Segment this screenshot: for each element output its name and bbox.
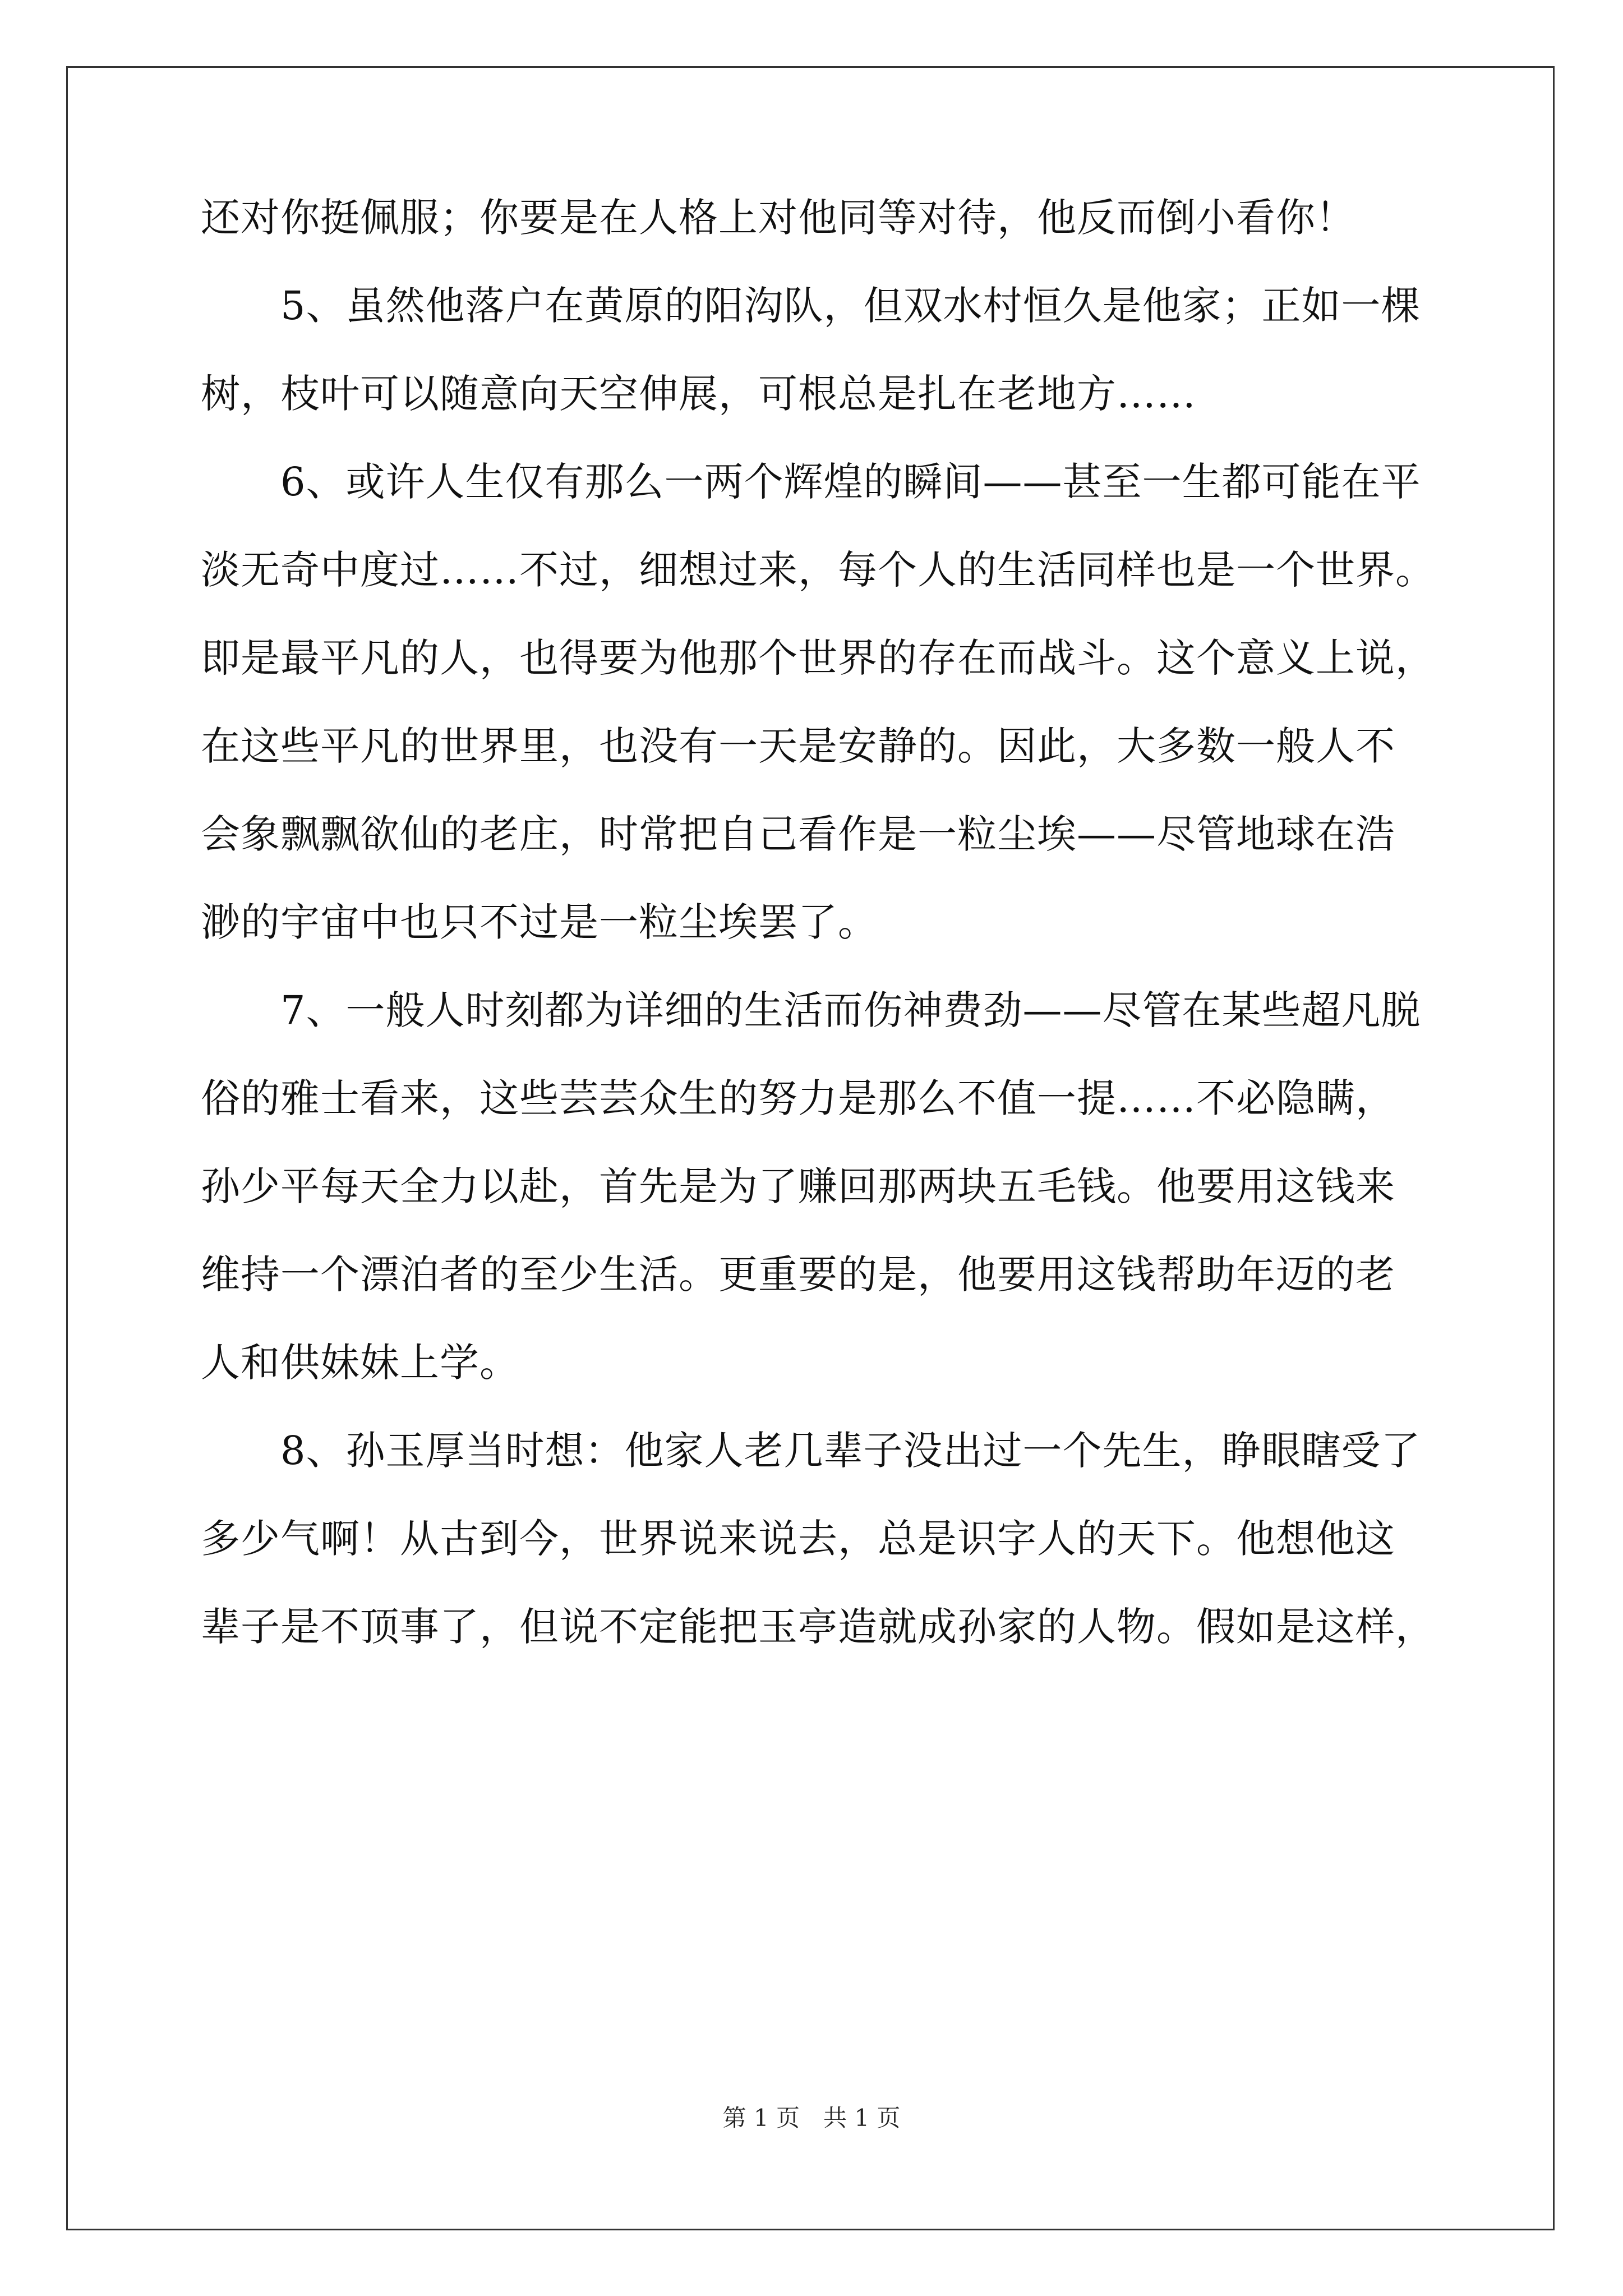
text-line: 俗的雅士看来，这些芸芸众生的努力是那么不值一提……不必隐瞒，	[201, 1075, 1395, 1121]
text-line: 6、或许人生仅有那么一两个辉煌的瞬间——甚至一生都可能在平	[201, 459, 1421, 505]
text-line: 会象飘飘欲仙的老庄，时常把自己看作是一粒尘埃——尽管地球在浩	[201, 811, 1395, 857]
text-line: 维持一个漂泊者的至少生活。更重要的是，他要用这钱帮助年迈的老	[201, 1251, 1395, 1297]
text-line: 孙少平每天全力以赴，首先是为了赚回那两块五毛钱。他要用这钱来	[201, 1163, 1395, 1209]
text-line: 树，枝叶可以随意向天空伸展，可根总是扎在老地方……	[201, 371, 1196, 417]
text-line: 多少气啊！从古到今，世界说来说去，总是识字人的天下。他想他这	[201, 1516, 1395, 1562]
text-line: 8、孙玉厚当时想：他家人老几辈子没出过一个先生，睁眼瞎受了	[201, 1428, 1421, 1474]
text-line: 7、一般人时刻都为详细的生活而伤神费劲——尽管在某些超凡脱	[201, 987, 1421, 1033]
text-line: 人和供妹妹上学。	[201, 1340, 519, 1386]
text-line: 辈子是不顶事了，但说不定能把玉亭造就成孙家的人物。假如是这样，	[201, 1604, 1435, 1650]
text-line: 5、虽然他落户在黄原的阳沟队，但双水村恒久是他家；正如一棵	[201, 283, 1421, 329]
text-line: 即是最平凡的人，也得要为他那个世界的存在而战斗。这个意义上说，	[201, 635, 1435, 681]
text-line: 在这些平凡的世界里，也没有一天是安静的。因此，大多数一般人不	[201, 723, 1395, 769]
text-line: 渺的宇宙中也只不过是一粒尘埃罢了。	[201, 899, 878, 945]
text-line: 淡无奇中度过……不过，细想过来，每个人的生活同样也是一个世界。	[201, 547, 1435, 593]
page-footer: 第 1 页 共 1 页	[722, 2104, 901, 2132]
text-line: 还对你挺佩服；你要是在人格上对他同等对待，他反而倒小看你！	[201, 195, 1355, 241]
